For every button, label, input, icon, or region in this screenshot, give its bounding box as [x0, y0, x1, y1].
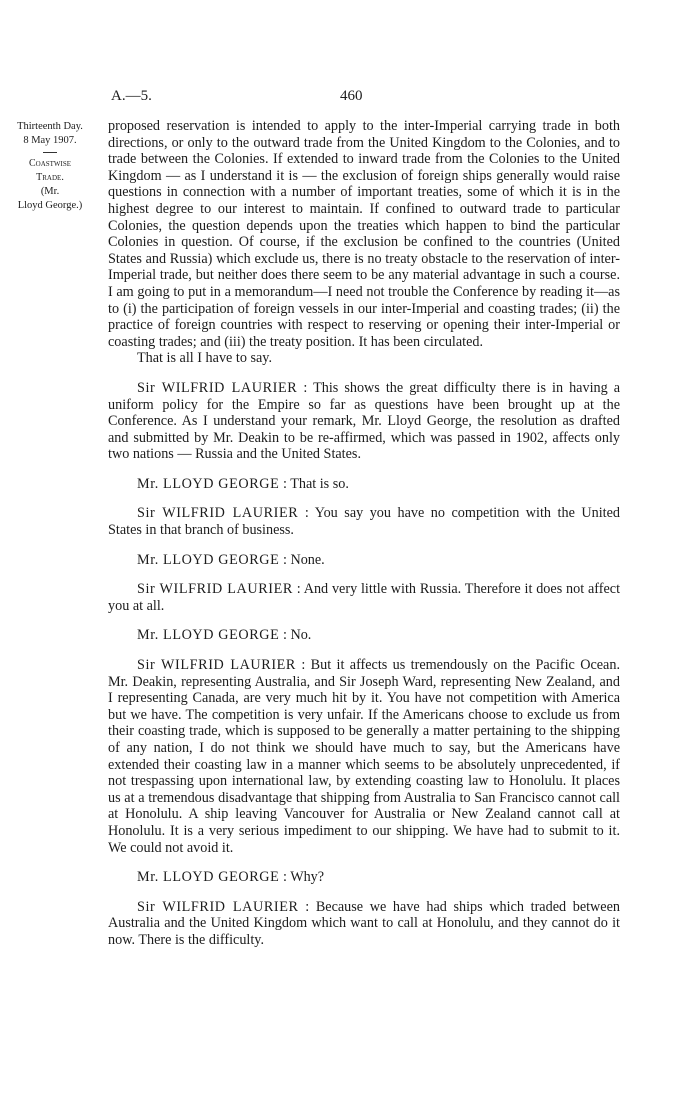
speaker-name: Sir WILFRID LAURIER [137, 898, 299, 915]
paragraph-text: You say you have no competition with the United States in that branch of business. [108, 505, 620, 539]
margin-date: 8 May 1907. [23, 135, 77, 146]
margin-divider [43, 152, 57, 153]
page-number: 460 [340, 88, 363, 104]
paragraph: Sir WILFRID LAURIER : But it affects us tremendously on the Pacific Ocean. Mr. Deakin, representing Australia, and Sir Joseph Ward, representing New Zealand, and I representing Canada, are very much hit by it. You have not competition with America but we have. The competition is very unfair. If the Americans choose to exclude us from their coasting trade, which is supposed to be generally a matter pertaining to the shipping of any nation, I do not think we should have much to say, but the Americans have extended their coasting law in a manner which seems to be absolutely unprecedented, if not trespassing upon international law, by extending coasting law to Honolulu. It places us at a tremendous disadvantage that shipping from Australia to San Francisco cannot call at Honolulu. A ship leaving Vancouver for Australia or New Zealand cannot call at Honolulu. It is a very serious impediment to our shipping. We have had to submit to it. We could not avoid it. [108, 657, 620, 856]
paragraph-text: That is all I have to say. [137, 350, 273, 367]
speaker-name: Sir WILFRID LAURIER [137, 657, 296, 674]
paragraph-text: No. [290, 627, 312, 644]
speaker-name: Mr. LLOYD GEORGE [137, 551, 280, 568]
speaker-name: Sir WILFRID LAURIER [137, 505, 299, 522]
margin-speaker-line1: (Mr. [40, 186, 60, 197]
paragraph: Sir WILFRID LAURIER : You say you have no competition with the United States in that branch of business. [108, 505, 620, 539]
paragraph: Mr. LLOYD GEORGE : Why? [137, 869, 325, 886]
paragraph: Mr. LLOYD GEORGE : None. [137, 551, 325, 568]
paragraph-text: This shows the great difficulty there is in having a uniform policy for the Empire so far as questions have been brought up at the Conference. As I understand your remark, Mr. Lloyd George, the resolution as drafted and submitted by Mr. Deakin to be re-affirmed, which was passed in 1902, affects only two nations — Russia and the United States. [108, 379, 621, 463]
header-ref: A.—5. [111, 88, 152, 104]
paragraph-text: proposed reservation is intended to apply to the inter-Imperial carrying trade in both directions, or only to the outward trade from the United Kingdom to the Colonies, and to trade between the Colonies. If extended to inward trade from the Colonies to the United Kingdom — as I understand it is — the exclusion of foreign ships generally would raise questions in connection with a number of important treaties, some of which it is in the highest degree to our interest to maintain. If confined to outward trade to particular Colonies, the question depends upon the treaties which happen to bind the particular Colonies in question. Of course, if the exclusion be confined to the countries (United States and Russia) which exclude us, there is no treaty obstacle to the reservation of inter-Imperial trade, but neither does there seem to be any material advantage in such a course. I am going to put in a memorandum—I need not trouble the Conference by reading it—as to (i) the participation of foreign vessels in our inter-Imperial and coasting trades; (ii) the practice of foreign countries with respect to reserving or opening their inter-Imperial or coasting trades; and (iii) the treaty position. It has been circulated. [108, 118, 620, 350]
paragraph-text: None. [290, 551, 325, 568]
speaker-name: Mr. LLOYD GEORGE [137, 627, 280, 644]
margin-topic-line1: Coastwise [28, 158, 72, 169]
paragraph: Sir WILFRID LAURIER : Because we have had ships which traded between Australia and the United Kingdom which want to call at Honolulu, and they cannot do it now. There is the difficulty. [108, 898, 620, 948]
margin-note [4, 120, 96, 213]
paragraph-text: And very little with Russia. Therefore it does not affect you at all. [108, 581, 621, 614]
paragraph [108, 118, 620, 350]
margin-day: Thirteenth Day. [17, 121, 83, 132]
speaker-name: Mr. LLOYD GEORGE [137, 475, 280, 492]
margin-topic [4, 157, 96, 185]
margin-topic-line2: Trade. [36, 172, 64, 183]
paragraph: Sir WILFRID LAURIER : And very little with Russia. Therefore it does not affect you at all. [108, 581, 621, 614]
paragraph-text: Because we have had ships which traded between Australia and the United Kingdom which want to call at Honolulu, and they cannot do it now. There is the difficulty. [108, 898, 620, 948]
paragraph-text: That is so. [290, 475, 349, 492]
document-body [108, 118, 620, 949]
paragraph: Mr. LLOYD GEORGE : No. [137, 627, 312, 644]
paragraph-text: But it affects us tremendously on the Pacific Ocean. Mr. Deakin, representing Australia, and Sir Joseph Ward, representing New Zealand, and I representing Canada, are very much hit by it. You have not competition with America but we have. The competition is very unfair. If the Americans choose to exclude us from their coasting trade, which is supposed to be generally a matter pertaining to the shipping of any nation, I do not think we should have much to say, but the Americans have extended their coasting law in a manner which seems to be absolutely unprecedented, if not trespassing upon international law, by extending coasting law to Honolulu. It places us at a tremendous disadvantage that shipping from Australia to San Francisco cannot call at Honolulu. A ship leaving Vancouver for Australia or New Zealand cannot call at Honolulu. It is a very serious impediment to our shipping. We have had to submit to it. We could not avoid it. [108, 657, 620, 856]
margin-speaker-line2: Lloyd George.) [17, 200, 83, 211]
paragraph [108, 350, 620, 367]
margin-speaker [4, 185, 96, 213]
paragraph-text: Why? [290, 869, 325, 886]
speaker-name: Sir WILFRID LAURIER [137, 581, 293, 598]
paragraph: Mr. LLOYD GEORGE : That is so. [137, 475, 349, 492]
paragraph: Sir WILFRID LAURIER : This shows the great difficulty there is in having a uniform policy for the Empire so far as questions have been brought up at the Conference. As I understand your remark, Mr. Lloyd George, the resolution as drafted and submitted by Mr. Deakin to be re-affirmed, which was passed in 1902, affects only two nations — Russia and the United States. [108, 379, 621, 463]
speaker-name: Sir WILFRID LAURIER [137, 379, 298, 396]
speaker-name: Mr. LLOYD GEORGE [137, 869, 280, 886]
